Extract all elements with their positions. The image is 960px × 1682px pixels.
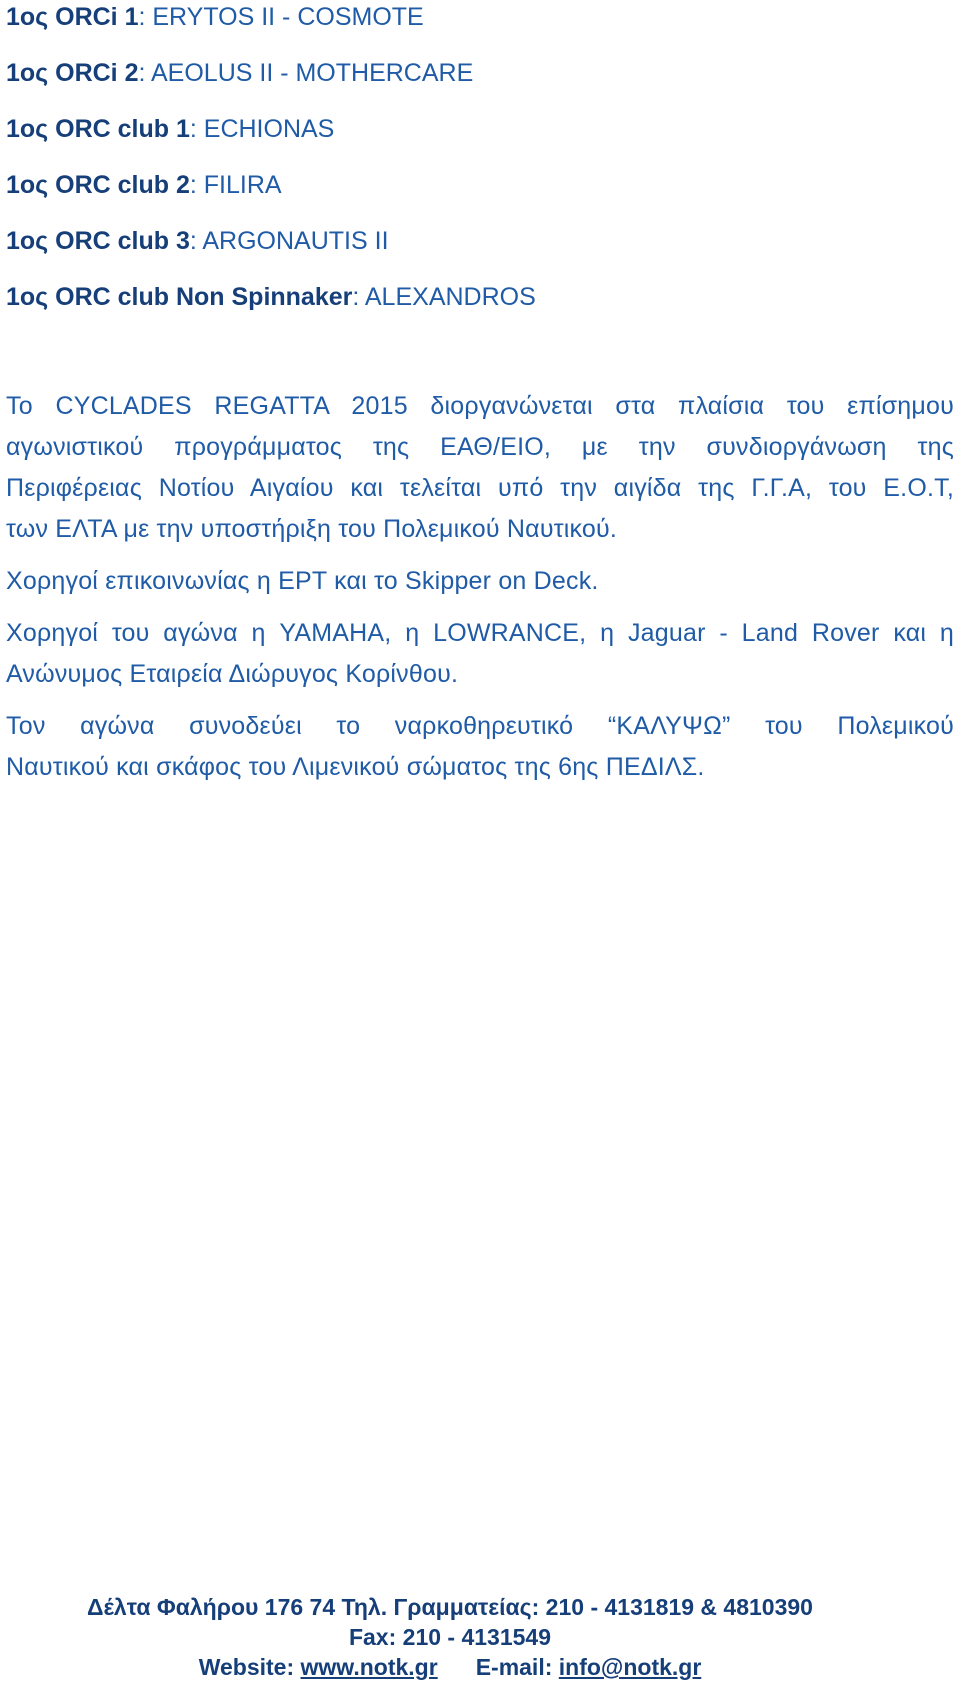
result-boat: : ECHIONAS xyxy=(189,115,335,143)
result-item xyxy=(6,112,954,168)
result-boat: : ARGONAUTIS II xyxy=(189,227,389,255)
paragraph-line: Τον αγώνα συνοδεύει το ναρκοθηρευτικό “ΚΑΛΥΨΩ” του Πολεμικού xyxy=(6,712,954,740)
result-class: 1ος ORC club 1 xyxy=(6,115,190,143)
paragraph-escort xyxy=(6,706,954,788)
website-link[interactable]: www.notk.gr xyxy=(300,1654,438,1680)
result-item xyxy=(6,0,954,56)
body-paragraphs xyxy=(6,386,954,788)
paragraph-line: Περιφέρειας Νοτίου Αιγαίου και τελείται υπό την αιγίδα της Γ.Γ.Α, του Ε.Ο.Τ, xyxy=(6,474,954,502)
website-label: Website: xyxy=(198,1654,301,1680)
result-boat: : AEOLUS II - MOTHERCARE xyxy=(138,59,474,87)
result-boat: : FILIRA xyxy=(189,171,282,199)
results-list xyxy=(6,0,954,336)
result-class: 1ος ORC club 3 xyxy=(6,227,190,255)
paragraph-race-sponsors xyxy=(6,613,954,695)
result-class: 1ος ORCi 1 xyxy=(6,3,139,31)
result-boat: : ALEXANDROS xyxy=(352,283,536,311)
result-item xyxy=(6,56,954,112)
result-class: 1ος ORC club 2 xyxy=(6,171,190,199)
paragraph-organization xyxy=(6,386,954,550)
paragraph-line: Ναυτικού και σκάφος του Λιμενικού σώματος της 6ης ΠΕΔΙΛΣ. xyxy=(6,753,705,781)
paragraph-line: Χορηγοί επικοινωνίας η ΕΡΤ και το Skipper on Deck. xyxy=(6,567,599,595)
footer-address: Δέλτα Φαλήρου 176 74 Τηλ. Γραμματείας: 210 - 4131819 & 4810390 xyxy=(87,1594,813,1620)
email-link[interactable]: info@notk.gr xyxy=(558,1654,702,1680)
result-item xyxy=(6,280,954,336)
paragraph-line: των ΕΛΤΑ με την υποστήριξη του Πολεμικού Ναυτικού. xyxy=(6,515,618,543)
result-item xyxy=(6,224,954,280)
page-footer xyxy=(0,1592,900,1682)
footer-fax: Fax: 210 - 4131549 xyxy=(348,1624,552,1650)
result-item xyxy=(6,168,954,224)
result-class: 1ος ORCi 2 xyxy=(6,59,139,87)
footer-contacts xyxy=(0,1652,900,1682)
paragraph-line: Ανώνυμος Εταιρεία Διώρυγος Κορίνθου. xyxy=(6,660,459,688)
result-boat: : ERYTOS II - COSMOTE xyxy=(138,3,424,31)
email-label: E-mail: xyxy=(475,1654,559,1680)
paragraph-media-sponsors xyxy=(6,561,954,602)
result-class: 1ος ORC club Non Spinnaker xyxy=(6,283,353,311)
paragraph-line: Το CYCLADES REGATTA 2015 διοργανώνεται στα πλαίσια του επίσημου xyxy=(6,392,954,420)
paragraph-line: Χορηγοί του αγώνα η YAMAHA, η LOWRANCE, η Jaguar - Land Rover και η xyxy=(6,619,954,647)
document-body xyxy=(6,0,954,799)
paragraph-line: αγωνιστικού προγράμματος της ΕΑΘ/ΕΙΟ, με την συνδιοργάνωση της xyxy=(6,433,954,461)
